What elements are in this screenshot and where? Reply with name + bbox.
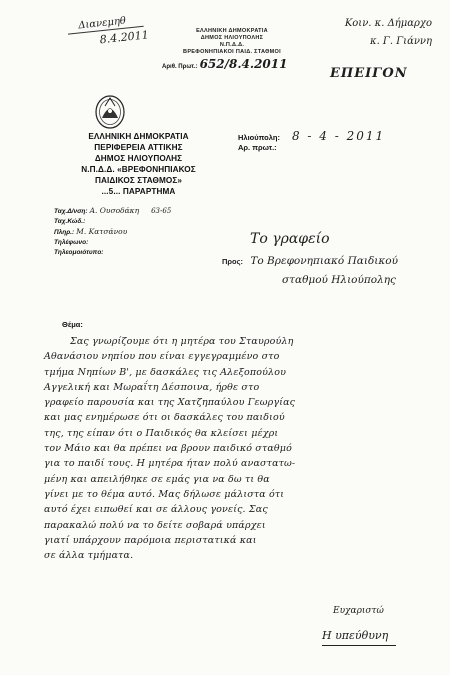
place-label: Ηλιούπολη:: [238, 133, 280, 142]
body-line: και μας ενημέρωσε ότι οι δασκάλες του παιδιού: [44, 412, 285, 424]
body-line: τμήμα Νηπίων Β', με δασκάλες τις Αλεξοπούλου: [44, 366, 286, 378]
body-line: γιατί υπάρχουν παρόμοια περιστατικά και: [44, 534, 257, 546]
registry-stamp: [162, 28, 302, 71]
info-value: Μ. Κατσάνου: [76, 227, 128, 236]
info-label: Πληρ.:: [54, 229, 75, 236]
letter-body: [44, 334, 424, 563]
body-line: Αγγελική και Μωραΐτη Δέσποινα, ήρθε στο: [44, 381, 260, 393]
letterhead-line: ΠΑΙΔΙΚΟΣ ΣΤΑΘΜΟΣ»: [94, 176, 183, 185]
stamp-prot-label: Αριθ. Πρωτ.:: [162, 64, 198, 70]
protocol-label: Αρ. πρωτ.:: [238, 143, 277, 152]
cc-note: [322, 15, 432, 51]
fax-field: [54, 248, 229, 258]
address-field: [54, 206, 229, 217]
recipient-line: σταθμού Ηλιούπολης: [282, 274, 396, 286]
body-line: γίνει με το θέμα αυτό. Μας δήλωσε μάλιστα ότι: [44, 488, 285, 500]
cc-note-line: Κοιν. κ. Δήμαρχο: [344, 18, 432, 29]
cc-note-line: κ. Γ. Γιάννη: [370, 36, 432, 47]
phone-label: Τηλέφωνο:: [54, 239, 89, 246]
body-line: μένη και απειλήθηκε σε εμάς για να δω τι θα: [44, 473, 270, 485]
address-value: Α. Ουσοδάκη: [89, 206, 140, 215]
signature: [322, 629, 396, 646]
urgent-mark: ΕΠΕΙΓΟΝ: [330, 66, 408, 81]
letterhead-line: Ν.Π.Δ.Δ. «ΒΡΕΦΟΝΗΠΙΑΚΟΣ: [81, 165, 196, 174]
letterhead-line: ΠΕΡΙΦΕΡΕΙΑ ΑΤΤΙΚΗΣ: [94, 143, 183, 152]
letterhead-line: ...5... ΠΑΡΑΡΤΗΜΑ: [101, 187, 176, 196]
body-line: Σας γνωρίζουμε ότι η μητέρα του Σταυρούλη: [70, 336, 294, 347]
recipient-label: Προς:: [222, 257, 244, 266]
stamp-line: ΒΡΕΦΟΝΗΠΙΑΚΟΙ ΠΑΙΔ. ΣΤΑΘΜΟΙ: [183, 49, 281, 55]
body-line: σε άλλα τμήματα.: [44, 550, 134, 562]
subject-label: Θέμα:: [62, 320, 83, 329]
fax-label: Τηλεομοιότυπο:: [54, 249, 104, 256]
dateline: [238, 129, 438, 157]
stamp-prot-value: 652/8.4.2011: [199, 57, 288, 71]
letterhead: [56, 131, 221, 197]
letterhead-line: ΔΗΜΟΣ ΗΛΙΟΥΠΟΛΗΣ: [94, 154, 183, 163]
recipient-line: Το Βρεφονηπιακό Παιδικού: [250, 255, 398, 267]
info-field: [54, 227, 229, 238]
body-line: γραφείο παρουσία και της Χατζηπαύλου Γεωργίας: [44, 397, 296, 409]
received-note: [57, 13, 149, 50]
date-value: 8 - 4 - 2011: [291, 129, 386, 143]
signature-text: Η υπεύθυνη: [322, 629, 389, 642]
address-label: Ταχ.Δ/νση:: [54, 208, 88, 215]
postcode-label: Ταχ.Κώδ.:: [54, 218, 86, 225]
body-line: τον Μάιο και θα πρέπει να βρουν παιδικό σταθμό: [44, 443, 292, 455]
body-line: για το παιδί τους. Η μητέρα ήταν πολύ αναστατω-: [44, 458, 296, 470]
body-line: της, της είπαν ότι ο Παιδικός θα κλείσει μέχρι: [44, 427, 279, 439]
stamp-line: Ν.Π.Δ.Δ.: [219, 42, 245, 48]
sender-fields: [54, 206, 229, 258]
postcode-field: [54, 217, 229, 227]
body-line: αυτό έχει ειπωθεί και σε άλλους γονείς. Σας: [44, 504, 268, 516]
received-note-date: 8.4.2011: [99, 28, 150, 47]
recipient: [222, 252, 442, 290]
closing: Ευχαριστώ: [333, 606, 384, 616]
body-line: Αθανάσιου νηπίου που είναι εγγεγραμμένο στο: [44, 351, 280, 363]
body-line: παρακαλώ πολύ να το δείτε σοβαρά υπάρχει: [44, 519, 266, 531]
coat-of-arms-icon: [93, 92, 127, 130]
received-note-text: Διανεμηθ: [77, 15, 127, 32]
stamp-line: ΔΗΜΟΣ ΗΛΙΟΥΠΟΛΗΣ: [200, 35, 264, 41]
to-line: Το γραφείο: [250, 231, 330, 247]
phone-field: [54, 238, 229, 248]
stamp-line: ΕΛΛΗΝΙΚΗ ΔΗΜΟΚΡΑΤΙΑ: [196, 28, 268, 34]
letterhead-line: ΕΛΛΗΝΙΚΗ ΔΗΜΟΚΡΑΤΙΑ: [88, 132, 189, 141]
address-number: 63-65: [151, 207, 172, 215]
signature-underline: [322, 643, 396, 646]
